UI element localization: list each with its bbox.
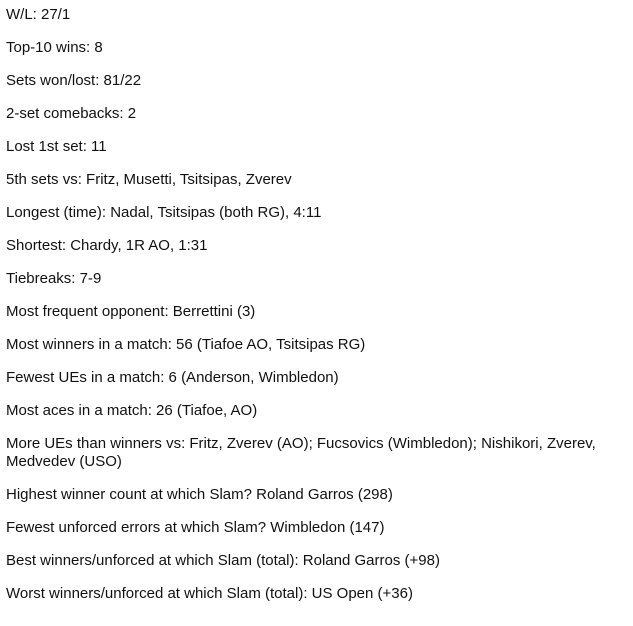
stat-more-ues-than-winners: More UEs than winners vs: Fritz, Zverev (AO); Fucsovics (Wimbledon); Nishikori, Zverev, Medvedev (USO)	[6, 435, 596, 470]
stat-most-aces: Most aces in a match: 26 (Tiafoe, AO)	[6, 402, 258, 419]
stat-best-winners-unforced-slam: Best winners/unforced at which Slam (total): Roland Garros (+98)	[6, 552, 440, 569]
stat-tiebreaks: Tiebreaks: 7-9	[6, 270, 102, 287]
stat-shortest-match: Shortest: Chardy, 1R AO, 1:31	[6, 237, 208, 254]
stat-fewest-unforced-errors-slam: Fewest unforced errors at which Slam? Wimbledon (147)	[6, 519, 385, 536]
stat-top10-wins: Top-10 wins: 8	[6, 39, 103, 56]
stat-longest-match: Longest (time): Nadal, Tsitsipas (both RG), 4:11	[6, 204, 322, 221]
stats-list	[6, 6, 627, 603]
stat-two-set-comebacks: 2-set comebacks: 2	[6, 105, 137, 122]
stat-worst-winners-unforced-slam: Worst winners/unforced at which Slam (total): US Open (+36)	[6, 585, 413, 602]
stat-most-winners: Most winners in a match: 56 (Tiafoe AO, Tsitsipas RG)	[6, 336, 366, 353]
stat-most-frequent-opponent: Most frequent opponent: Berrettini (3)	[6, 303, 256, 320]
stat-highest-winner-count-slam: Highest winner count at which Slam? Roland Garros (298)	[6, 486, 393, 503]
stat-lost-first-set: Lost 1st set: 11	[6, 138, 107, 155]
stat-sets-won-lost: Sets won/lost: 81/22	[6, 72, 142, 89]
stat-win-loss: W/L: 27/1	[6, 6, 71, 23]
stat-fifth-sets: 5th sets vs: Fritz, Musetti, Tsitsipas, Zverev	[6, 171, 292, 188]
stat-fewest-ues: Fewest UEs in a match: 6 (Anderson, Wimbledon)	[6, 369, 339, 386]
